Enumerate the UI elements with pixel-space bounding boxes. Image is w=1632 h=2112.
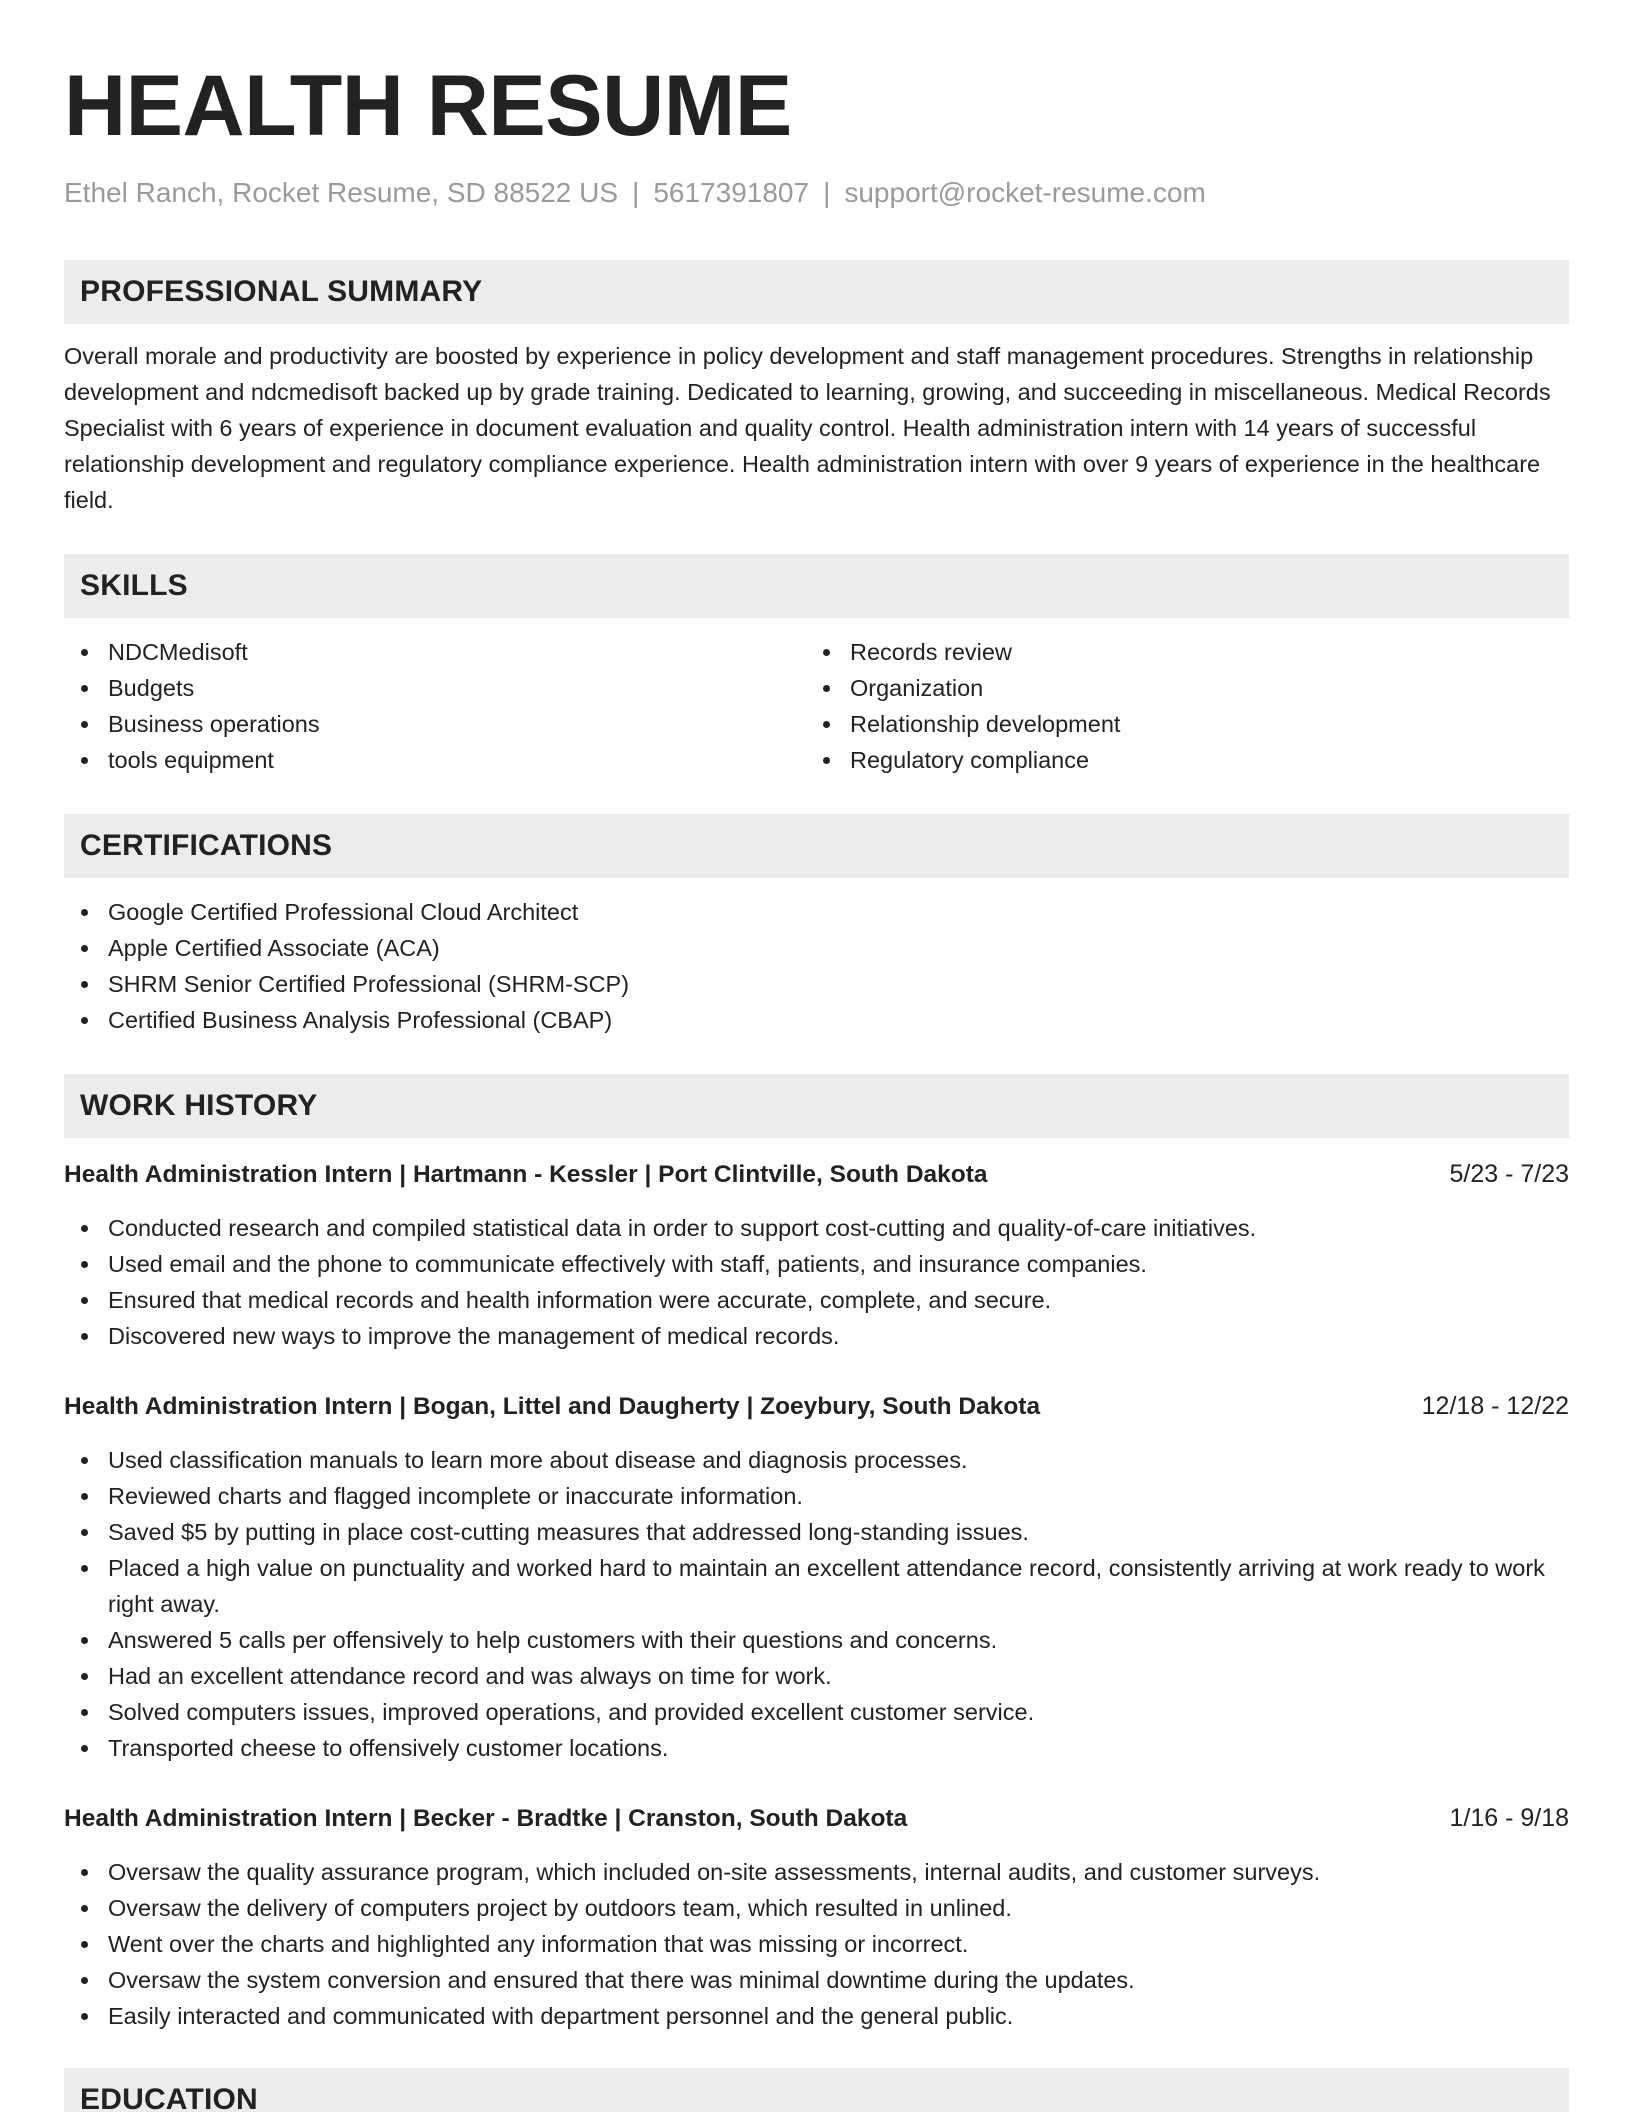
job-dates: 1/16 - 9/18: [1449, 1804, 1569, 1832]
contact-separator: |: [632, 177, 640, 208]
job-title-row: [64, 1388, 1569, 1424]
job-entry: [64, 1800, 1569, 2034]
job-bullet: Used email and the phone to communicate effectively with staff, patients, and insurance companies.: [64, 1246, 1569, 1282]
contact-email: support@rocket-resume.com: [844, 177, 1206, 208]
job-bullet: Easily interacted and communicated with department personnel and the general public.: [64, 1998, 1569, 2034]
job-bullet: Ensured that medical records and health information were accurate, complete, and secure.: [64, 1282, 1569, 1318]
skill-item: Records review: [806, 634, 1120, 670]
job-bullet: Oversaw the system conversion and ensured that there was minimal downtime during the updates.: [64, 1962, 1569, 1998]
job-bullet: Placed a high value on punctuality and worked hard to maintain an excellent attendance record, consistently arriving at work ready to work right away.: [64, 1550, 1569, 1622]
certification-item: Certified Business Analysis Professional (CBAP): [64, 1002, 1569, 1038]
contact-separator: |: [823, 177, 831, 208]
job-entry: [64, 1156, 1569, 1354]
section-header-work-history: WORK HISTORY: [64, 1074, 1569, 1138]
job-title: Health Administration Intern | Becker - Bradtke | Cranston, South Dakota: [64, 1805, 908, 1832]
job-title: Health Administration Intern | Bogan, Littel and Daugherty | Zoeybury, South Dakota: [64, 1393, 1041, 1420]
job-bullet: Had an excellent attendance record and was always on time for work.: [64, 1658, 1569, 1694]
skill-item: Relationship development: [806, 706, 1120, 742]
job-bullet-list: [64, 1210, 1569, 1354]
certification-item: SHRM Senior Certified Professional (SHRM-SCP): [64, 966, 1569, 1002]
job-title-row: [64, 1156, 1569, 1192]
job-bullet: Conducted research and compiled statistical data in order to support cost-cutting and quality-of-care initiatives.: [64, 1210, 1569, 1246]
contact-address: Ethel Ranch, Rocket Resume, SD 88522 US: [64, 177, 619, 208]
job-bullet-list: [64, 1854, 1569, 2034]
job-dates: 5/23 - 7/23: [1449, 1160, 1569, 1188]
job-bullet: Saved $5 by putting in place cost-cutting measures that addressed long-standing issues.: [64, 1514, 1569, 1550]
job-bullet: Answered 5 calls per offensively to help customers with their questions and concerns.: [64, 1622, 1569, 1658]
skill-item: tools equipment: [64, 742, 806, 778]
section-header-education: EDUCATION: [64, 2068, 1569, 2112]
job-title: Health Administration Intern | Hartmann - Kessler | Port Clintville, South Dakota: [64, 1161, 988, 1188]
skills-grid: [64, 634, 1569, 778]
job-entry: [64, 1388, 1569, 1766]
job-bullet: Transported cheese to offensively customer locations.: [64, 1730, 1569, 1766]
certifications-list: [64, 894, 1569, 1038]
skills-list-right: [806, 634, 1120, 778]
section-header-skills: SKILLS: [64, 554, 1569, 618]
job-bullet: Discovered new ways to improve the management of medical records.: [64, 1318, 1569, 1354]
job-bullet: Oversaw the delivery of computers project by outdoors team, which resulted in unlined.: [64, 1890, 1569, 1926]
skill-item: Organization: [806, 670, 1120, 706]
section-header-certifications: CERTIFICATIONS: [64, 814, 1569, 878]
job-dates: 12/18 - 12/22: [1421, 1392, 1569, 1420]
certification-item: Apple Certified Associate (ACA): [64, 930, 1569, 966]
job-bullet: Solved computers issues, improved operations, and provided excellent customer service.: [64, 1694, 1569, 1730]
skills-list-left: [64, 634, 806, 778]
job-bullet: Went over the charts and highlighted any information that was missing or incorrect.: [64, 1926, 1569, 1962]
contact-phone: 5617391807: [653, 177, 810, 208]
summary-text: Overall morale and productivity are boosted by experience in policy development and staff management procedures. Strengths in relationship development and ndcmedisoft backed up by grade training. Dedicated to learning, growing, and succeeding in miscellaneous. Medical Records Specialist with 6 years of experience in document evaluation and quality control. Health administration intern with 14 years of successful relationship development and regulatory compliance experience. Health administration intern with over 9 years of experience in the healthcare field.: [64, 343, 1551, 513]
section-header-summary: PROFESSIONAL SUMMARY: [64, 260, 1569, 324]
certification-item: Google Certified Professional Cloud Architect: [64, 894, 1569, 930]
job-bullet: Reviewed charts and flagged incomplete or inaccurate information.: [64, 1478, 1569, 1514]
contact-line: [64, 176, 1569, 210]
job-bullet: Used classification manuals to learn more about disease and diagnosis processes.: [64, 1442, 1569, 1478]
skill-item: NDCMedisoft: [64, 634, 806, 670]
skill-item: Regulatory compliance: [806, 742, 1120, 778]
skill-item: Business operations: [64, 706, 806, 742]
resume-name: HEALTH RESUME: [64, 58, 792, 154]
skill-item: Budgets: [64, 670, 806, 706]
job-bullet-list: [64, 1442, 1569, 1766]
job-bullet: Oversaw the quality assurance program, which included on-site assessments, internal audits, and customer surveys.: [64, 1854, 1569, 1890]
job-title-row: [64, 1800, 1569, 1836]
